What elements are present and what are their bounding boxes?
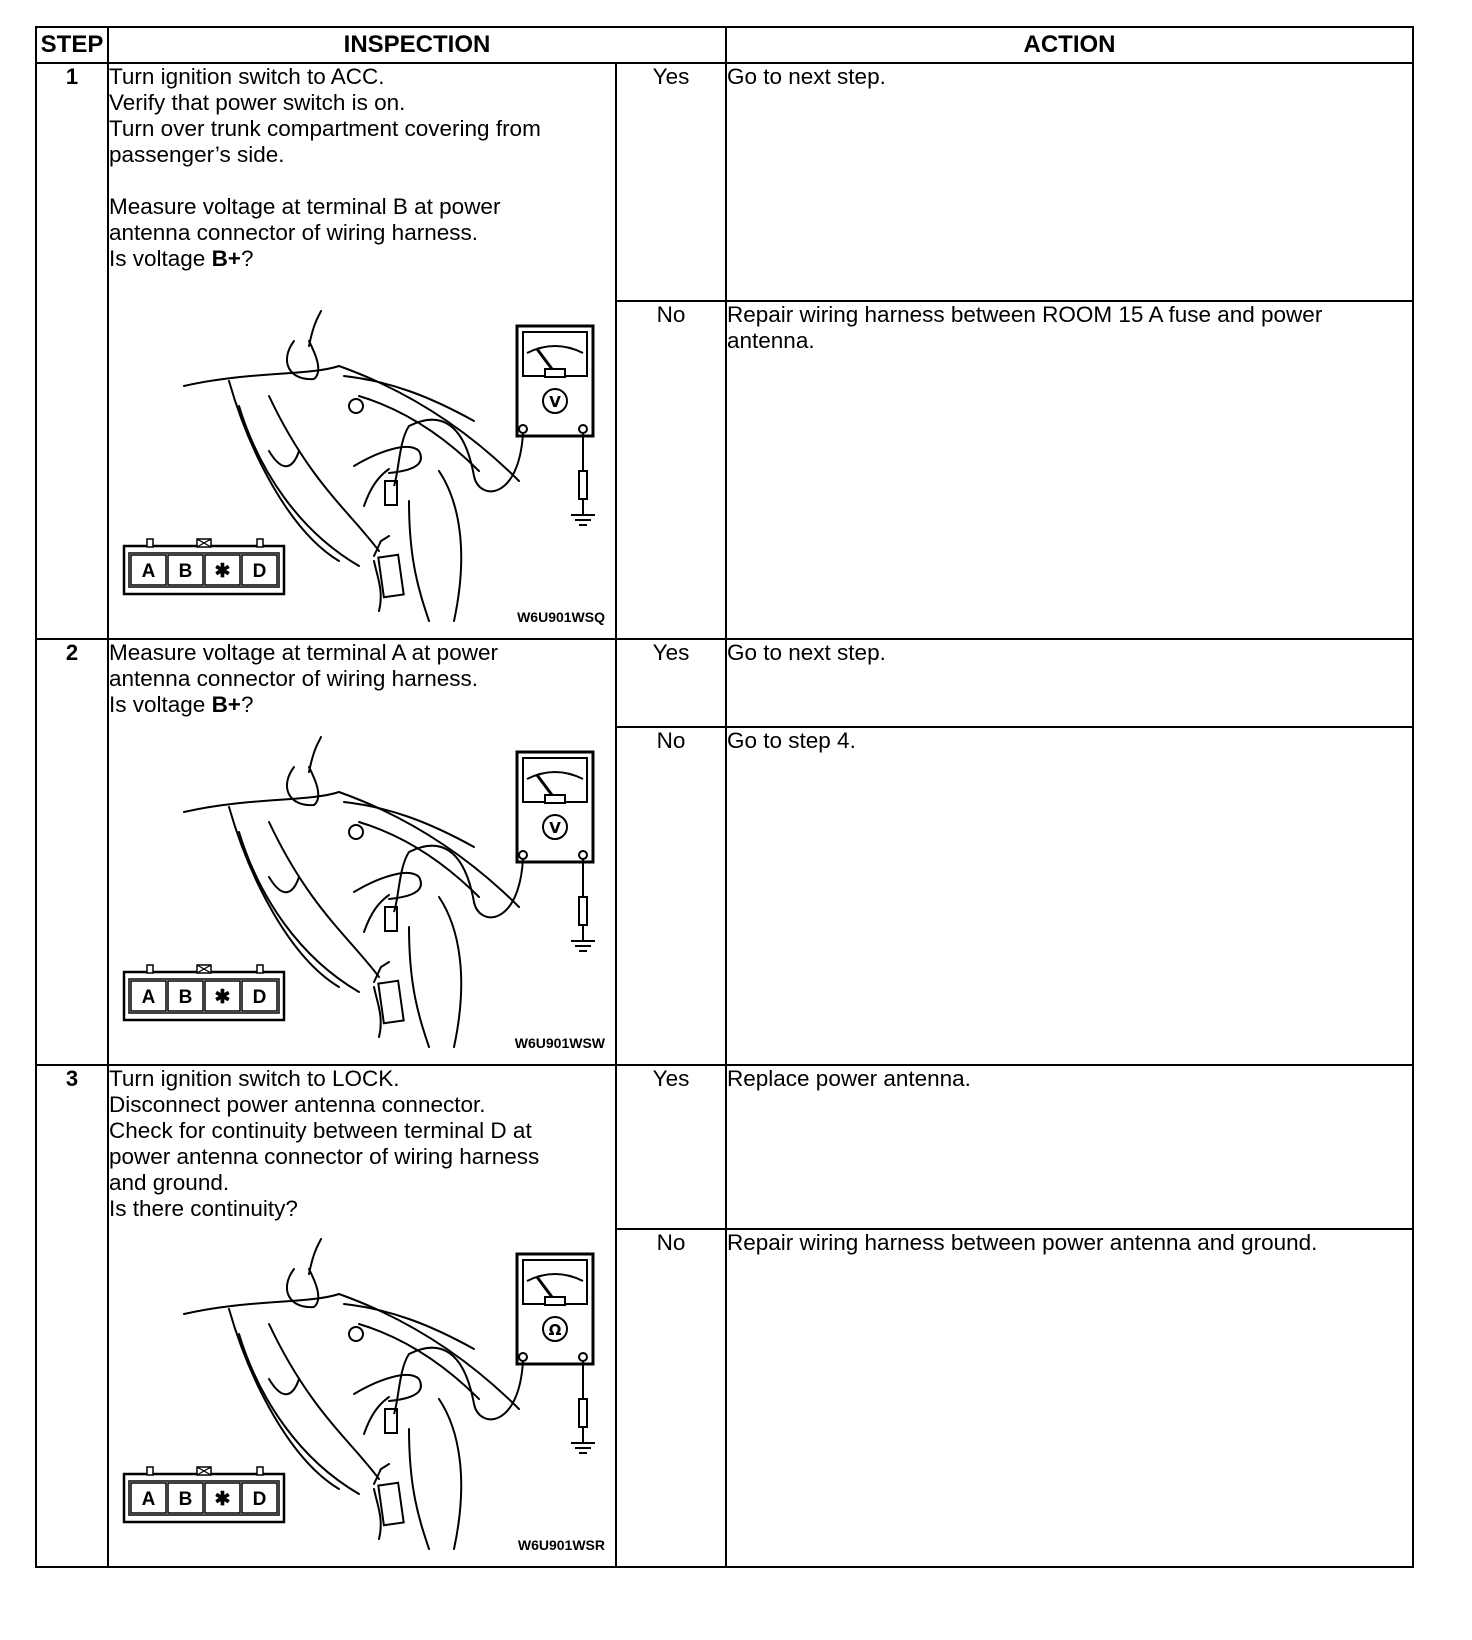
trunk-line (287, 767, 318, 805)
terminal-label: D (252, 987, 267, 1008)
bolt-icon (349, 399, 363, 413)
figure-code: W6U901WSW (514, 1035, 605, 1051)
bracket-icon (378, 1483, 403, 1525)
multimeter-icon (517, 326, 593, 436)
diagram-svg (109, 301, 609, 631)
trunk-line (409, 927, 429, 1047)
step-number: 3 (36, 1065, 108, 1567)
figure-code: W6U901WSQ (517, 609, 605, 625)
terminal-label: B (178, 987, 193, 1008)
trunk-line (287, 1269, 318, 1307)
trunk-line (309, 1239, 321, 1274)
trunk-line (359, 822, 479, 897)
bracket-icon (378, 555, 403, 597)
connector-diagram (124, 539, 284, 594)
trunk-line (269, 822, 379, 977)
step-2-figure (109, 727, 615, 1057)
trunk-line (269, 451, 299, 466)
header-action: ACTION (726, 27, 1413, 63)
trunk-line (229, 1309, 339, 1489)
step-2-figure-cell (108, 727, 616, 1065)
step-1-figure (109, 301, 615, 631)
step-2-yes-label: Yes (616, 639, 726, 727)
step-3-yes-label: Yes (616, 1065, 726, 1229)
step-1-no-label: No (616, 301, 726, 639)
terminal-label: B (178, 561, 193, 582)
trunk-line (409, 501, 429, 621)
trunk-line (359, 396, 479, 471)
step-3-figure (109, 1229, 615, 1559)
diagram-svg (109, 1229, 609, 1559)
meter-symbol: V (549, 819, 561, 837)
header-row (36, 27, 1413, 63)
connector-diagram (124, 965, 284, 1020)
step-1-inspection-text: Turn ignition switch to ACC. Verify that power switch is on. Turn over trunk compartment covering from passenger’s side. Measure voltage at terminal B at power antenna connector of wiring harness. Is voltage B+? (108, 63, 616, 301)
header-step: STEP (36, 27, 108, 63)
header-inspection: INSPECTION (108, 27, 726, 63)
trunk-line (359, 1324, 479, 1399)
bolt-icon (349, 825, 363, 839)
troubleshooting-table (35, 26, 1414, 1568)
step-3-inspection-text: Turn ignition switch to LOCK. Disconnect power antenna connector. Check for continuity between terminal D at power antenna connector of wiring harness and ground. Is there continuity? (108, 1065, 616, 1229)
terminal-label: A (141, 561, 156, 582)
bracket-icon (378, 981, 403, 1023)
multimeter-icon (517, 1254, 593, 1364)
ground-icon (571, 941, 595, 951)
trunk-line (229, 807, 339, 987)
step-3-no-action: Repair wiring harness between power antenna and ground. (726, 1229, 1413, 1567)
trunk-line (287, 341, 318, 379)
trunk-line (269, 1324, 379, 1479)
step-3-figure-cell (108, 1229, 616, 1567)
trunk-line (409, 1429, 429, 1549)
trunk-line (309, 311, 321, 346)
terminal-label: A (141, 1489, 156, 1510)
step-2-no-action: Go to step 4. (726, 727, 1413, 1065)
trunk-line (309, 737, 321, 772)
step-1-yes-row (36, 63, 1413, 301)
trunk-line (269, 1379, 299, 1394)
terminal-label: B (178, 1489, 193, 1510)
terminal-label: ✱ (214, 1489, 231, 1510)
ground-icon (571, 1443, 595, 1453)
diagram-svg (109, 727, 609, 1057)
step-2-no-row (36, 727, 1413, 1065)
step-1-figure-cell (108, 301, 616, 639)
step-1-yes-label: Yes (616, 63, 726, 301)
meter-symbol: Ω (548, 1321, 562, 1339)
step-3-yes-row (36, 1065, 1413, 1229)
trunk-line (269, 877, 299, 892)
step-number: 2 (36, 639, 108, 1065)
terminal-label: ✱ (214, 561, 231, 582)
step-1-yes-action: Go to next step. (726, 63, 1413, 301)
terminal-label: D (252, 1489, 267, 1510)
meter-symbol: V (549, 393, 561, 411)
step-2-inspection-text: Measure voltage at terminal A at power antenna connector of wiring harness. Is voltage B+? (108, 639, 616, 727)
step-3-no-label: No (616, 1229, 726, 1567)
trunk-line (229, 381, 339, 561)
trunk-line (339, 366, 519, 481)
step-2-yes-action: Go to next step. (726, 639, 1413, 727)
trunk-line (339, 1294, 519, 1409)
step-1-no-action: Repair wiring harness between ROOM 15 A fuse and power antenna. (726, 301, 1413, 639)
step-1-no-row (36, 301, 1413, 639)
step-2-no-label: No (616, 727, 726, 1065)
multimeter-icon (517, 752, 593, 862)
trunk-line (439, 897, 461, 1047)
trunk-line (269, 396, 379, 551)
terminal-label: ✱ (214, 987, 231, 1008)
terminal-label: D (252, 561, 267, 582)
step-number: 1 (36, 63, 108, 639)
figure-code: W6U901WSR (517, 1537, 605, 1553)
bolt-icon (349, 1327, 363, 1341)
connector-diagram (124, 1467, 284, 1522)
step-3-yes-action: Replace power antenna. (726, 1065, 1413, 1229)
ground-icon (571, 515, 595, 525)
trunk-line (439, 471, 461, 621)
terminal-label: A (141, 987, 156, 1008)
step-2-yes-row (36, 639, 1413, 727)
trunk-line (339, 792, 519, 907)
step-3-no-row (36, 1229, 1413, 1567)
trunk-line (439, 1399, 461, 1549)
